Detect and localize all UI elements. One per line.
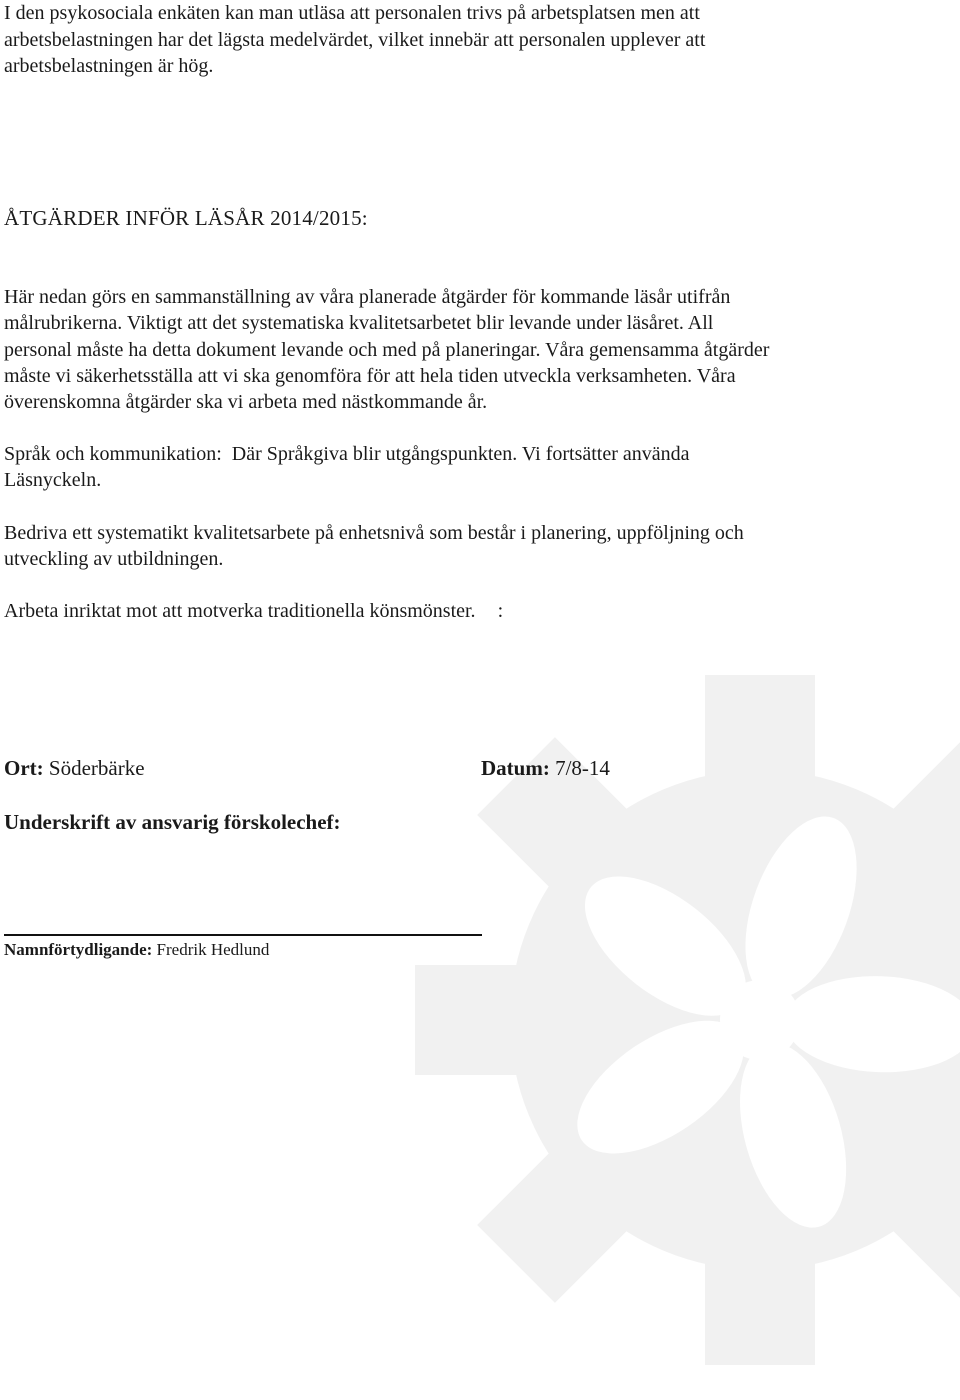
place-label: Ort: <box>4 756 44 780</box>
paragraph-colon: : <box>497 600 504 622</box>
date-field <box>481 756 610 781</box>
intro-line: arbetsbelastningen har det lägsta medelvärdet, vilket innebär att personalen upplever att <box>4 28 706 51</box>
name-clarification-label: Namnförtydligande: <box>4 940 153 959</box>
language-communication-paragraph <box>4 441 904 494</box>
paragraph-line: personal måste ha detta dokument levande och med på planeringar. Våra gemensamma åtgärder <box>4 338 770 361</box>
paragraph-line: utveckling av utbildningen. <box>4 548 224 571</box>
paragraph-line: Arbeta inriktat mot att motverka traditionella könsmönster. <box>4 600 476 622</box>
paragraph-line: Bedriva ett systematikt kvalitetsarbete på enhetsnivå som består i planering, uppföljning och <box>4 522 744 544</box>
paragraph-line: Läsnyckeln. <box>4 469 102 492</box>
gender-patterns-paragraph <box>4 598 904 624</box>
intro-line: I den psykosociala enkäten kan man utläsa att personalen trivs på arbetsplatsen men att <box>4 2 700 24</box>
date-value: 7/8-14 <box>555 756 610 780</box>
name-clarification-field <box>4 940 269 960</box>
quality-work-paragraph <box>4 520 904 573</box>
place-value: Söderbärke <box>48 756 145 780</box>
paragraph-line: målrubrikerna. Viktigt att det systematiska kvalitetsarbetet blir levande under läsåret. All <box>4 312 714 335</box>
date-label: Datum: <box>481 756 550 780</box>
paragraph-line: måste vi säkerhetsställa att vi ska genomföra för att hela tiden utveckla verksamheten. Våra <box>4 364 736 387</box>
gear-icon <box>380 640 960 1400</box>
section-heading-colon: : <box>361 206 368 230</box>
place-field <box>4 756 145 781</box>
paragraph-line: överenskomna åtgärder ska vi arbeta med nästkommande år. <box>4 391 488 414</box>
actions-intro-paragraph <box>4 284 904 415</box>
paragraph-line: Här nedan görs en sammanställning av våra planerade åtgärder för kommande läsår utifrån <box>4 286 731 308</box>
section-heading <box>4 206 368 231</box>
signature-line <box>4 934 482 936</box>
intro-line: arbetsbelastningen är hög. <box>4 55 214 77</box>
intro-paragraph <box>4 0 844 80</box>
paragraph-line: Språk och kommunikation: Där Språkgiva blir utgångspunkten. Vi fortsätter använda <box>4 443 690 465</box>
section-heading-title: ÅTGÄRDER INFÖR LÄSÅR 2014/2015 <box>4 206 362 230</box>
name-clarification-value: Fredrik Hedlund <box>156 940 270 959</box>
signature-label: Underskrift av ansvarig förskolechef: <box>4 810 341 834</box>
